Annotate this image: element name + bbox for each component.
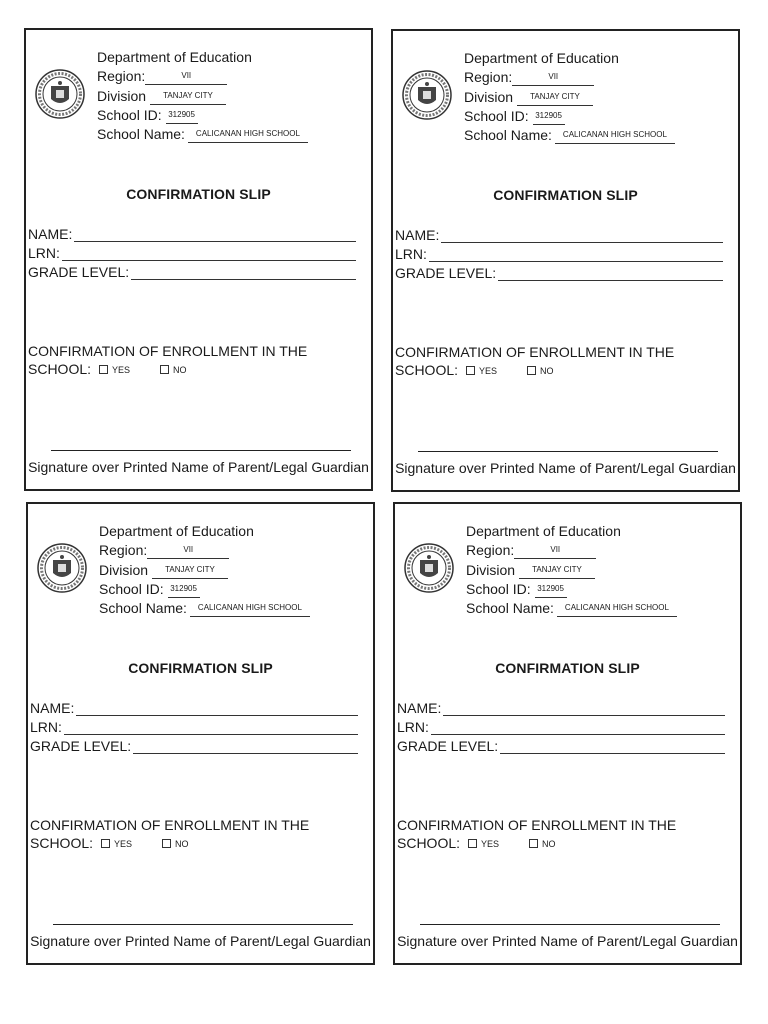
school-name-value: CALICANAN HIGH SCHOOL (190, 606, 310, 617)
slip-title: CONFIRMATION SLIP (128, 660, 273, 676)
grade-label: GRADE LEVEL: (397, 738, 499, 754)
school-name-row (97, 127, 308, 143)
no-label: NO (175, 838, 189, 849)
lrn-label: LRN: (28, 245, 60, 261)
school-name-label: School Name: (97, 126, 185, 142)
division-label: Division (466, 562, 516, 578)
confirmation-slip (26, 502, 375, 965)
school-name-label: School Name: (466, 600, 554, 616)
region-label: Region: (99, 542, 148, 558)
signature-label: Signature over Printed Name of Parent/Legal Guardian (28, 459, 369, 475)
school-name-value: CALICANAN HIGH SCHOOL (188, 132, 308, 143)
name-line[interactable] (441, 231, 723, 243)
yes-checkbox[interactable] (99, 365, 108, 374)
school-name-value: CALICANAN HIGH SCHOOL (557, 606, 677, 617)
school-id-row (99, 582, 200, 598)
division-label: Division (97, 88, 147, 104)
grade-line[interactable] (498, 269, 723, 281)
no-label: NO (540, 365, 554, 376)
confirm-line2: SCHOOL: (397, 835, 461, 851)
yes-checkbox[interactable] (466, 366, 475, 375)
name-line[interactable] (74, 230, 356, 242)
confirm-line1: CONFIRMATION OF ENROLLMENT IN THE (28, 343, 308, 359)
yes-label: YES (114, 838, 133, 849)
school-name-row (464, 128, 675, 144)
grade-level-field[interactable] (30, 738, 358, 754)
lrn-field[interactable] (395, 246, 723, 262)
grade-line[interactable] (500, 742, 725, 754)
confirm-line2-row (397, 834, 676, 853)
school-id-label: School ID: (466, 581, 531, 597)
enrollment-confirmation (28, 342, 307, 379)
name-field[interactable] (30, 700, 358, 716)
region-value: VII (512, 75, 594, 86)
deped-seal-icon (404, 543, 454, 593)
yes-label: YES (479, 365, 498, 376)
region-label: Region: (97, 68, 146, 84)
signature-line[interactable] (420, 924, 720, 925)
signature-line[interactable] (53, 924, 353, 925)
name-field[interactable] (28, 226, 356, 242)
no-label: NO (173, 364, 187, 375)
lrn-label: LRN: (30, 719, 62, 735)
yes-option[interactable] (468, 835, 499, 853)
yes-option[interactable] (99, 361, 130, 379)
yes-option[interactable] (466, 362, 497, 380)
department-heading: Department of Education (466, 523, 621, 539)
enrollment-confirmation (397, 816, 676, 853)
region-value: VII (145, 74, 227, 85)
confirmation-slip (393, 502, 742, 965)
no-option[interactable] (527, 362, 554, 380)
signature-line[interactable] (418, 451, 718, 452)
slip-title: CONFIRMATION SLIP (495, 660, 640, 676)
region-row (99, 543, 229, 559)
slip-title: CONFIRMATION SLIP (493, 187, 638, 203)
grade-level-field[interactable] (395, 265, 723, 281)
division-label: Division (464, 89, 514, 105)
signature-line[interactable] (51, 450, 351, 451)
yes-label: YES (481, 838, 500, 849)
division-row (466, 563, 595, 579)
confirm-line2-row (395, 361, 674, 380)
grade-label: GRADE LEVEL: (395, 265, 497, 281)
school-id-value: 312905 (535, 587, 567, 598)
name-line[interactable] (443, 704, 725, 716)
grade-level-field[interactable] (397, 738, 725, 754)
yes-label: YES (112, 364, 131, 375)
name-field[interactable] (395, 227, 723, 243)
region-row (97, 69, 227, 85)
division-value: TANJAY CITY (150, 94, 226, 105)
confirmation-slip (391, 29, 740, 492)
confirm-line1: CONFIRMATION OF ENROLLMENT IN THE (395, 344, 675, 360)
grade-level-field[interactable] (28, 264, 356, 280)
confirm-line1: CONFIRMATION OF ENROLLMENT IN THE (397, 817, 677, 833)
name-label: NAME: (30, 700, 75, 716)
department-heading: Department of Education (97, 49, 252, 65)
lrn-line[interactable] (64, 723, 358, 735)
name-label: NAME: (28, 226, 73, 242)
region-value: VII (514, 548, 596, 559)
school-id-label: School ID: (97, 107, 162, 123)
division-label: Division (99, 562, 149, 578)
confirm-line1: CONFIRMATION OF ENROLLMENT IN THE (30, 817, 310, 833)
deped-seal-icon (35, 69, 85, 119)
grade-label: GRADE LEVEL: (28, 264, 130, 280)
lrn-line[interactable] (431, 723, 725, 735)
lrn-field[interactable] (30, 719, 358, 735)
school-name-value: CALICANAN HIGH SCHOOL (555, 133, 675, 144)
yes-checkbox[interactable] (101, 839, 110, 848)
department-heading: Department of Education (99, 523, 254, 539)
school-id-value: 312905 (166, 113, 198, 124)
no-checkbox[interactable] (162, 839, 171, 848)
no-option[interactable] (529, 835, 556, 853)
signature-label: Signature over Printed Name of Parent/Legal Guardian (30, 933, 371, 949)
region-label: Region: (466, 542, 515, 558)
no-label: NO (542, 838, 556, 849)
school-id-value: 312905 (168, 587, 200, 598)
school-name-label: School Name: (464, 127, 552, 143)
division-value: TANJAY CITY (519, 568, 595, 579)
division-row (464, 90, 593, 106)
yes-option[interactable] (101, 835, 132, 853)
school-name-label: School Name: (99, 600, 187, 616)
enrollment-confirmation (30, 816, 309, 853)
deped-seal-icon (402, 70, 452, 120)
division-value: TANJAY CITY (152, 568, 228, 579)
region-row (464, 70, 594, 86)
school-name-row (466, 601, 677, 617)
confirm-line2: SCHOOL: (395, 362, 459, 378)
lrn-label: LRN: (395, 246, 427, 262)
no-checkbox[interactable] (529, 839, 538, 848)
grade-label: GRADE LEVEL: (30, 738, 132, 754)
lrn-label: LRN: (397, 719, 429, 735)
school-id-label: School ID: (464, 108, 529, 124)
division-value: TANJAY CITY (517, 95, 593, 106)
name-field[interactable] (397, 700, 725, 716)
deped-seal-icon (37, 543, 87, 593)
no-option[interactable] (160, 361, 187, 379)
region-label: Region: (464, 69, 513, 85)
signature-label: Signature over Printed Name of Parent/Legal Guardian (395, 460, 736, 476)
school-id-label: School ID: (99, 581, 164, 597)
school-id-value: 312905 (533, 114, 565, 125)
slip-title: CONFIRMATION SLIP (126, 186, 271, 202)
confirm-line2: SCHOOL: (28, 361, 92, 377)
school-id-row (97, 108, 198, 124)
division-row (99, 563, 228, 579)
name-label: NAME: (395, 227, 440, 243)
no-checkbox[interactable] (160, 365, 169, 374)
lrn-field[interactable] (397, 719, 725, 735)
grade-line[interactable] (131, 268, 356, 280)
division-row (97, 89, 226, 105)
signature-label: Signature over Printed Name of Parent/Legal Guardian (397, 933, 738, 949)
lrn-line[interactable] (62, 249, 356, 261)
lrn-line[interactable] (429, 250, 723, 262)
confirmation-slip (24, 28, 373, 491)
confirm-line2-row (28, 360, 307, 379)
region-value: VII (147, 548, 229, 559)
yes-checkbox[interactable] (468, 839, 477, 848)
name-line[interactable] (76, 704, 358, 716)
confirm-line2: SCHOOL: (30, 835, 94, 851)
department-heading: Department of Education (464, 50, 619, 66)
grade-line[interactable] (133, 742, 358, 754)
no-checkbox[interactable] (527, 366, 536, 375)
confirm-line2-row (30, 834, 309, 853)
school-name-row (99, 601, 310, 617)
enrollment-confirmation (395, 343, 674, 380)
lrn-field[interactable] (28, 245, 356, 261)
region-row (466, 543, 596, 559)
school-id-row (466, 582, 567, 598)
school-id-row (464, 109, 565, 125)
name-label: NAME: (397, 700, 442, 716)
no-option[interactable] (162, 835, 189, 853)
